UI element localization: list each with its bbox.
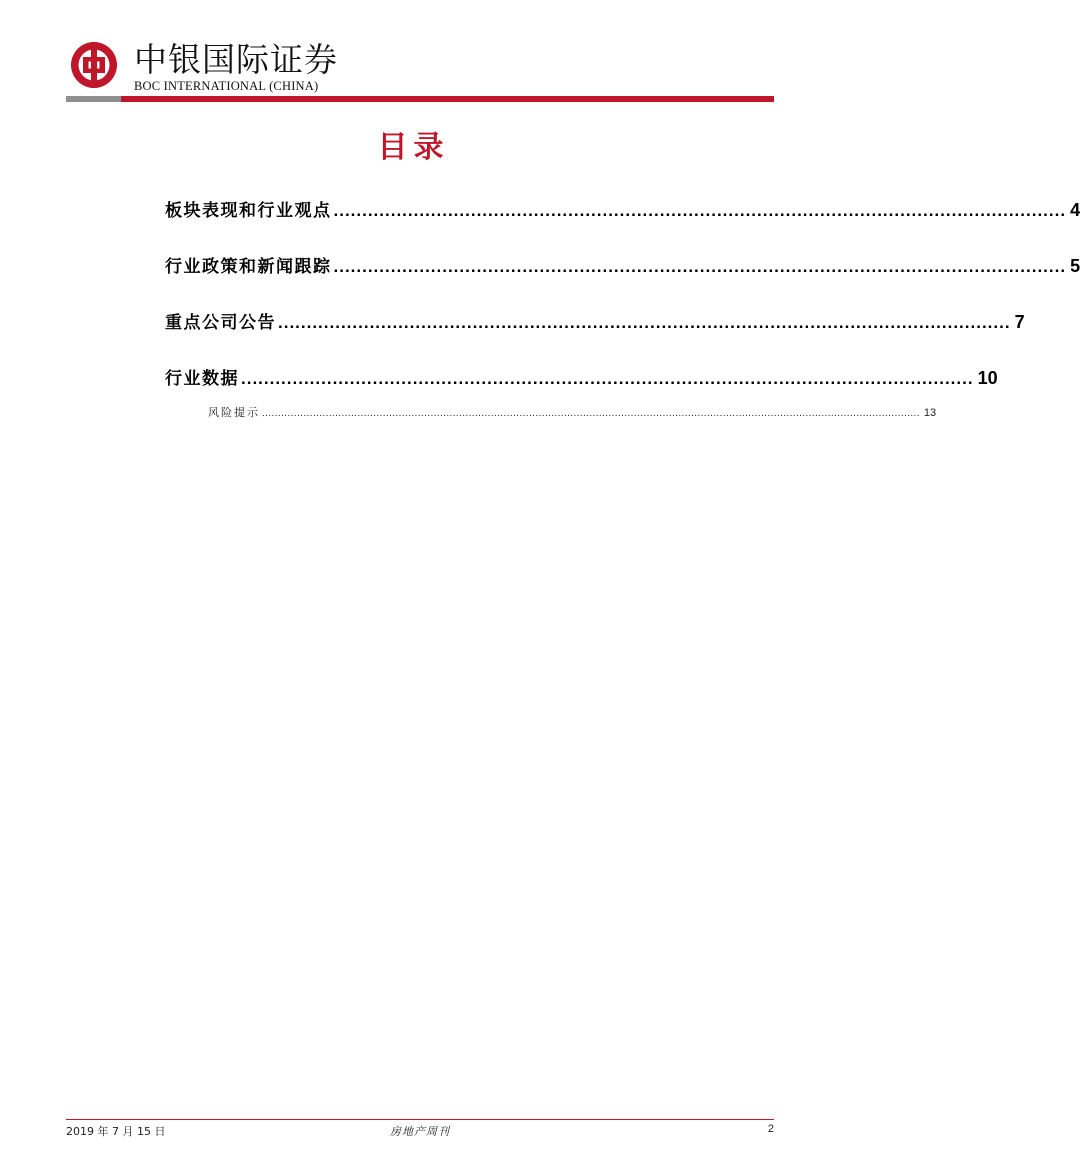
toc-entry-label: 风险提示 [208, 406, 260, 419]
brand-name-chinese: 中银国际证券 [134, 40, 338, 79]
toc-entry-company-announcements[interactable] [165, 308, 1025, 334]
toc-entry-label: 板块表现和行业观点 [165, 201, 332, 221]
toc-entry-sector-performance[interactable] [165, 196, 1080, 222]
toc-page-number: 4 [1070, 200, 1080, 220]
footer-divider [66, 1119, 774, 1120]
toc-leader-dots: ................................................................................................................................ [333, 257, 1067, 276]
toc-page-number: 10 [977, 368, 998, 388]
toc-entry-label: 重点公司公告 [165, 313, 276, 333]
toc-title: 目录 [377, 130, 450, 165]
toc-entry-risk-warning[interactable] [208, 404, 937, 420]
toc-leader-dots: ................................................................................................................................ [278, 313, 1011, 332]
toc-entry-label: 行业政策和新闻跟踪 [165, 257, 332, 277]
page-footer [66, 1123, 774, 1139]
header-divider [66, 96, 774, 102]
toc-leader-dots: ................................................................................................................................ [333, 201, 1067, 220]
toc-entry-label: 行业数据 [165, 369, 239, 389]
brand-name-english: BOC INTERNATIONAL (CHINA) [134, 79, 319, 93]
toc-leader-dots: ............................................................................................................................................................................................................... [262, 408, 920, 419]
footer-publication-name: 房地产周刊 [390, 1125, 450, 1138]
toc-page-number: 5 [1070, 256, 1080, 276]
page-header [66, 38, 774, 102]
toc-page-number: 7 [1014, 312, 1025, 332]
toc-entry-industry-data[interactable] [165, 364, 998, 390]
toc-page-number: 13 [923, 407, 937, 419]
toc-entry-policy-news[interactable] [165, 252, 1080, 278]
header-divider-red [121, 96, 774, 102]
toc-leader-dots: ................................................................................................................................ [241, 369, 974, 388]
footer-date: 2019 年 7 月 15 日 [66, 1125, 166, 1138]
header-divider-grey [66, 96, 121, 102]
footer-page-number: 2 [767, 1123, 774, 1135]
boc-logo-icon [69, 40, 119, 90]
